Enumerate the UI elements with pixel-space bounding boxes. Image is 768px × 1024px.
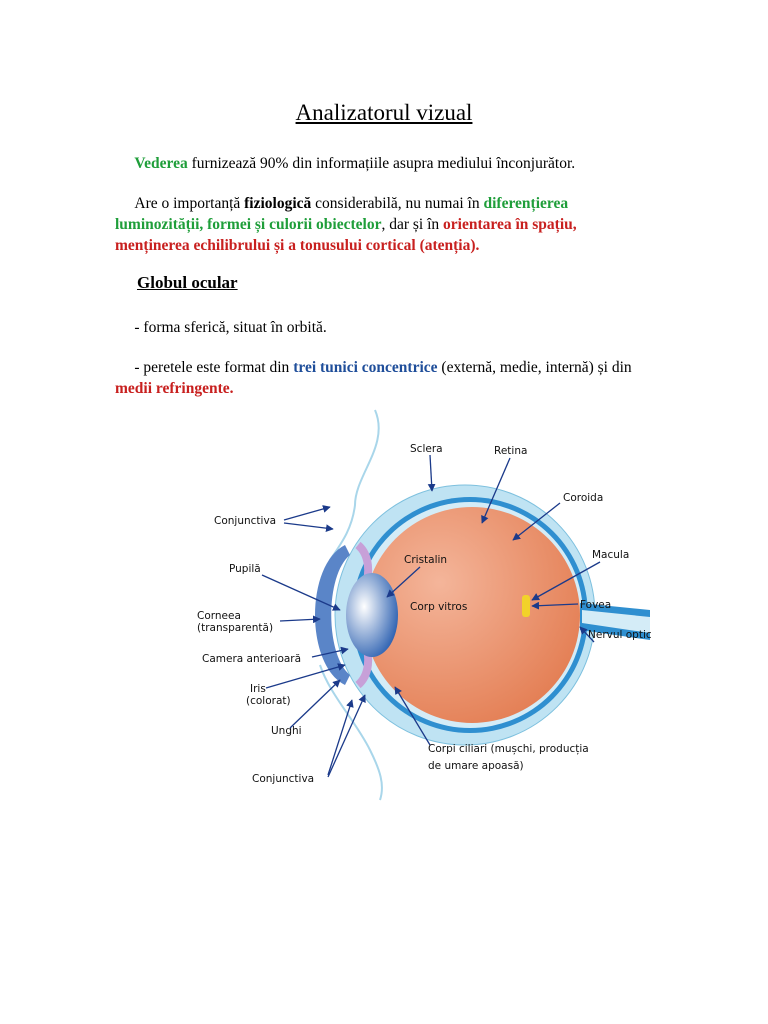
- text: - peretele este format din: [134, 359, 294, 376]
- label-nervul-optic: Nervul optic: [588, 629, 652, 641]
- label-pupila: Pupilă: [229, 563, 261, 575]
- page-title: Analizatorul vizual: [295, 100, 473, 125]
- arrow-unghi: [290, 680, 340, 728]
- section-heading: Globul ocular: [137, 273, 238, 292]
- arrow-conjunctiva-top-2: [284, 523, 333, 529]
- bullet-forma: [115, 317, 655, 338]
- text: furnizează 90% din informațiile asupra mediului înconjurător.: [187, 155, 576, 172]
- term-orientarea: orientarea în spațiu, menținerea echilibrului și a tonusului cortical: [115, 216, 577, 254]
- arrow-conjunctiva-top-1: [284, 507, 330, 520]
- label-coroida: Coroida: [563, 492, 604, 504]
- label-retina: Retina: [494, 445, 528, 457]
- label-iris-sub: (colorat): [246, 695, 291, 707]
- label-corpi-ciliari: Corpi ciliari (mușchi, producția: [428, 743, 589, 755]
- text: (externă, medie, internă) și din: [437, 359, 632, 376]
- arrow-corneea: [280, 619, 320, 621]
- term-diferentierea: diferențierea luminozității, formei și culorii obiectelor: [115, 195, 569, 233]
- label-conjunctiva-bottom: Conjunctiva: [252, 773, 315, 785]
- macula-mark: [522, 595, 530, 617]
- term-vederea: Vederea: [134, 155, 188, 172]
- term-atentia: atenția: [424, 237, 471, 254]
- text: (: [419, 237, 425, 254]
- arrow-iris: [266, 665, 345, 688]
- eye-diagram: [180, 405, 680, 805]
- label-corpi-ciliari-2: de umare apoasă): [428, 760, 524, 772]
- label-iris: Iris: [250, 683, 266, 695]
- term-trei-tunici: trei tunici concentrice: [293, 359, 438, 376]
- arrow-sclera: [430, 455, 432, 491]
- paragraph-importanta: [115, 193, 655, 256]
- label-macula: Macula: [592, 549, 630, 561]
- bullet-peretele: [115, 357, 655, 399]
- label-cristalin: Cristalin: [404, 554, 448, 566]
- label-unghi: Unghi: [271, 725, 302, 737]
- label-fovea: Fovea: [580, 599, 612, 611]
- label-camera-anterioara: Camera anterioară: [202, 653, 302, 665]
- label-corp-vitros: Corp vitros: [410, 601, 468, 613]
- text: considerabilă, nu numai în: [311, 195, 484, 212]
- arrow-conjunctiva-bottom-1: [328, 700, 352, 775]
- label-sclera: Sclera: [410, 443, 443, 455]
- text: , dar și în: [381, 216, 444, 233]
- term-medii: medii refringente.: [115, 380, 234, 397]
- paragraph-vederea: [115, 153, 655, 174]
- label-conjunctiva-top: Conjunctiva: [214, 515, 277, 527]
- text: - forma sferică, situat în orbită.: [134, 319, 327, 336]
- label-corneea-sub: (transparentă): [197, 622, 274, 634]
- label-corneea: Corneea: [197, 610, 241, 622]
- lens-shape: [346, 573, 398, 657]
- text: ).: [470, 237, 480, 254]
- arrow-conjunctiva-bottom-2: [328, 695, 365, 777]
- term-fiziologica: fiziologică: [244, 195, 312, 212]
- text: Are o importanță: [134, 195, 245, 212]
